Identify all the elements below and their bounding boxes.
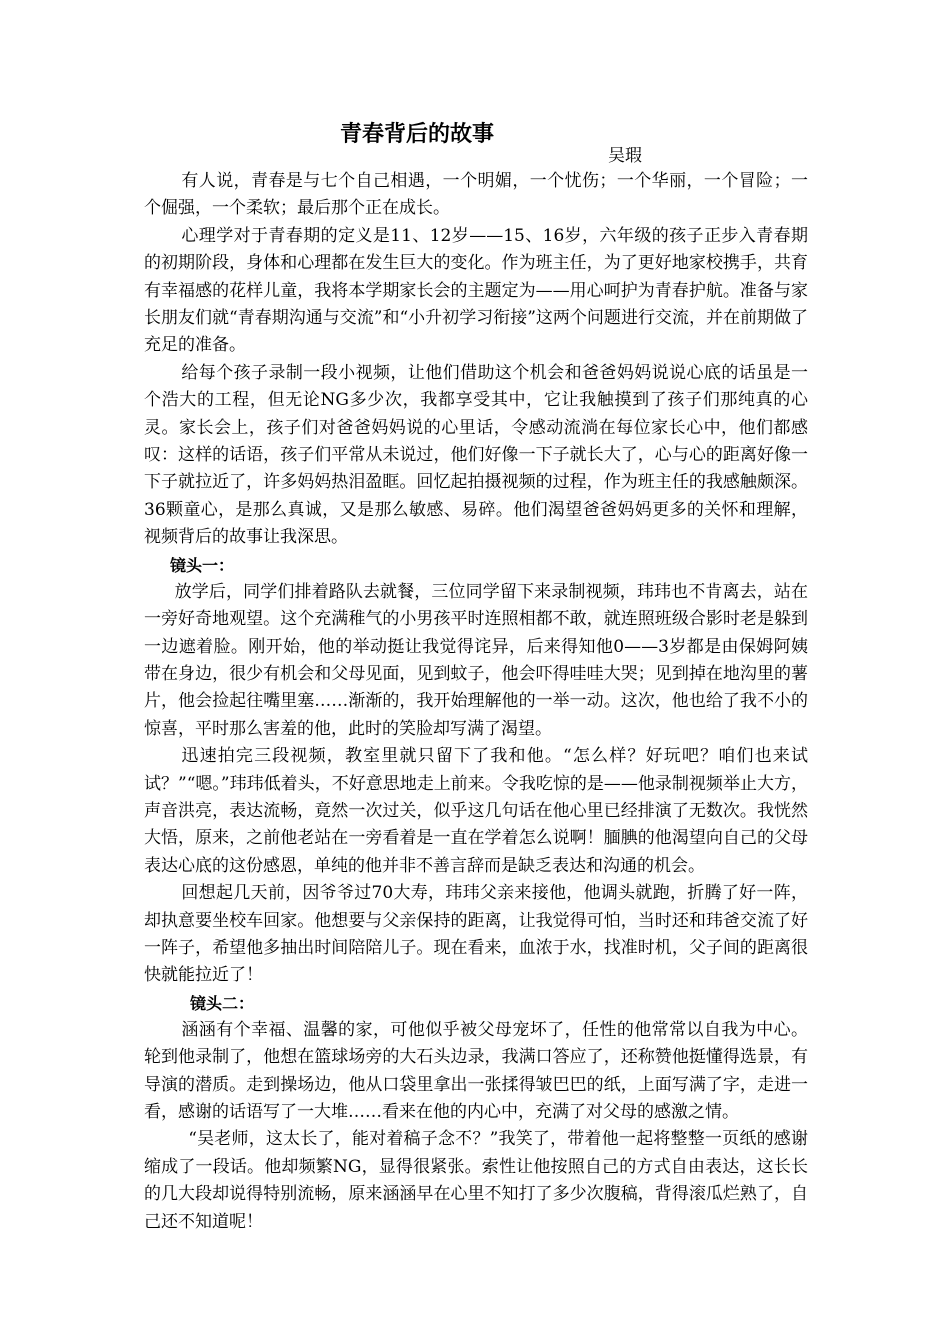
section1-paragraph: 回想起几天前，因爷爷过70大寿，玮玮父亲来接他，他调头就跑，折腾了好一阵，却执意要坐校车回家。他想要与父亲保持的距离，让我觉得可怕，当时还和玮爸交流了好一阵子，希望他多抽出时间陪陪儿子。现在看来，血浓于水，找准时机，父子间的距离很快就能拉近了！ xyxy=(144,883,808,986)
document-author: 吴瑕 xyxy=(608,146,642,166)
section-heading-1: 镜头一： xyxy=(170,555,235,575)
section-heading-2: 镜头二： xyxy=(190,993,255,1013)
document-page xyxy=(144,118,808,1236)
intro-paragraph: 心理学对于青春期的定义是11、12岁——15、16岁，六年级的孩子正步入青春期的初期阶段，身体和心理都在发生巨大的变化。作为班主任，为了更好地家校携手，共育有幸福感的花样儿童，我将本学期家长会的主题定为——用心呵护为青春护航。准备与家长朋友们就“青春期沟通与交流”和“小升初学习衔接”这两个问题进行交流，并在前期做了充足的准备。 xyxy=(144,225,808,356)
section2-paragraph: “吴老师，这太长了，能对着稿子念不？”我笑了，带着他一起将整整一页纸的感谢缩成了一段话。他却频繁NG，显得很紧张。索性让他按照自己的方式自由表达，这长长的几大段却说得特别流畅，原来涵涵早在心里不知打了多少次腹稿，背得滚瓜烂熟了，自己还不知道呢！ xyxy=(144,1129,808,1232)
section1-paragraph: 迅速拍完三段视频，教室里就只留下了我和他。“怎么样？好玩吧？咱们也来试试？”“嗯。”玮玮低着头，不好意思地走上前来。令我吃惊的是——他录制视频举止大方，声音洪亮，表达流畅，竟然一次过关，似乎这几句话在他心里已经排演了无数次。我恍然大悟，原来，之前他老站在一旁看着是一直在学着怎么说啊！腼腆的他渴望向自己的父母表达心底的这份感恩，单纯的他并非不善言辞而是缺乏表达和沟通的机会。 xyxy=(144,746,808,876)
section1-paragraph: 放学后，同学们排着路队去就餐，三位同学留下来录制视频，玮玮也不肯离去，站在一旁好奇地观望。这个充满稚气的小男孩平时连照相都不敢，就连照班级合影时老是躲到一边遮着脸。刚开始，他的举动挺让我觉得诧异，后来得知他0——3岁都是由保姆阿姨带在身边，很少有机会和父母见面，见到蚊子，他会吓得哇哇大哭；见到掉在地沟里的薯片，他会捡起往嘴里塞……渐渐的，我开始理解他的一举一动。这次，他也给了我不小的惊喜，平时那么害羞的他，此时的笑脸却写满了渴望。 xyxy=(144,581,808,739)
document-title: 青春背后的故事 xyxy=(340,122,495,147)
intro-paragraph: 有人说，青春是与七个自己相遇，一个明媚，一个忧伤；一个华丽，一个冒险；一个倔强，一个柔软；最后那个正在成长。 xyxy=(144,171,808,219)
intro-paragraph: 给每个孩子录制一段小视频，让他们借助这个机会和爸爸妈妈说说心底的话虽是一个浩大的工程，但无论NG多少次，我都享受其中，它让我触摸到了孩子们那纯真的心灵。家长会上，孩子们对爸爸妈妈说的心里话，令感动流淌在每位家长心中，他们都感叹：这样的话语，孩子们平常从未说过，他们好像一下子就长大了，心与心的距离好像一下子就拉近了，许多妈妈热泪盈眶。回忆起拍摄视频的过程，作为班主任的我感触颇深。36颗童心，是那么真诚，又是那么敏感、易碎。他们渴望爸爸妈妈更多的关怀和理解，视频背后的故事让我深思。 xyxy=(144,362,808,548)
section2-paragraph: 涵涵有个幸福、温馨的家，可他似乎被父母宠坏了，任性的他常常以自我为中心。轮到他录制了，他想在篮球场旁的大石头边录，我满口答应了，还称赞他挺懂得选景，有导演的潜质。走到操场边，他从口袋里拿出一张揉得皱巴巴的纸，上面写满了字，走进一看，感谢的话语写了一大堆……看来在他的内心中，充满了对父母的感激之情。 xyxy=(144,1019,808,1122)
